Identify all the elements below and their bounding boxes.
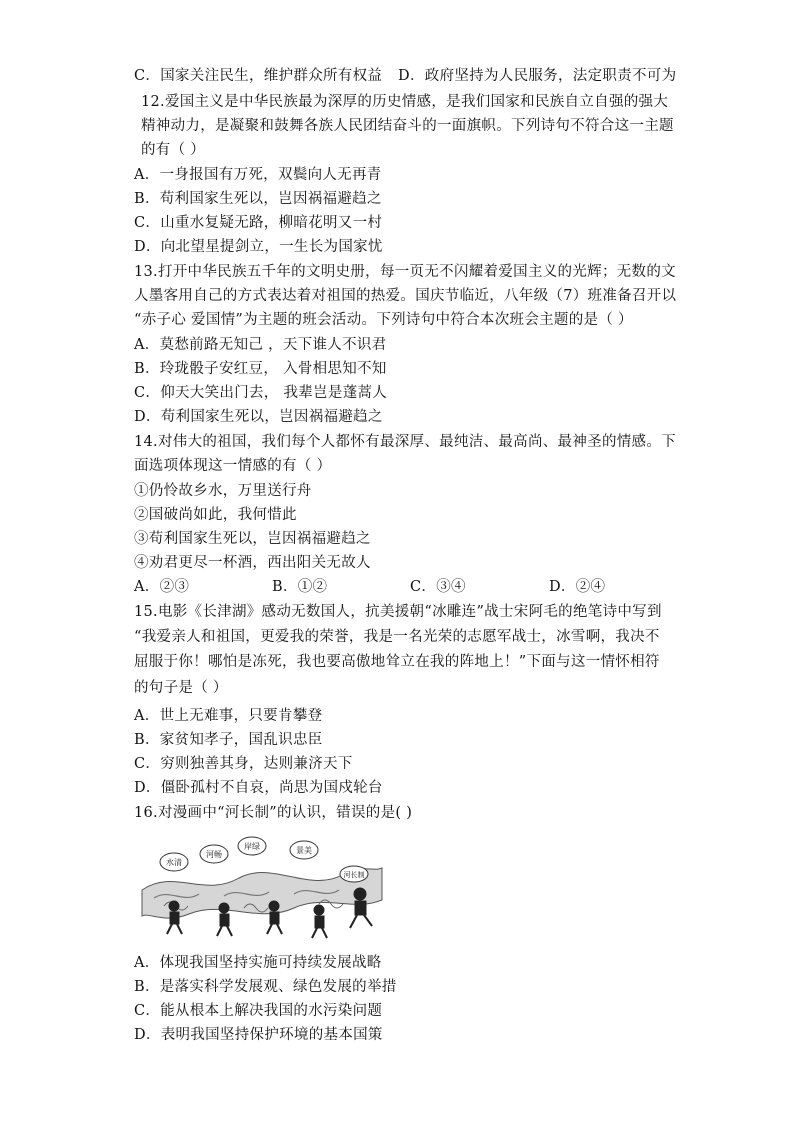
q12-stem-line-3: 的有（ ） — [141, 142, 206, 158]
bubble-label-river-chief: 河长制 — [343, 871, 365, 879]
q14-option-d[interactable]: D．②④ — [549, 579, 606, 595]
q14-option-a[interactable]: A．②③ — [134, 579, 190, 595]
q13-stem-line-2: 人墨客用自己的方式表达着对祖国的热爱。国庆节临近，八年级（7）班准备召开以 — [134, 288, 677, 304]
q14-item-4: ④劝君更尽一杯酒，西出阳关无故人 — [134, 555, 371, 571]
q12-option-d[interactable]: D．向北望星提剑立，一生长为国家忧 — [134, 239, 383, 255]
q12-stem-line-2: 精神动力，是凝聚和鼓舞各族人民团结奋斗的一面旗帜。下列诗句不符合这一主题 — [141, 118, 674, 134]
q14-item-3: ③苟利国家生死以，岂因祸福避趋之 — [134, 531, 371, 547]
q14-stem-line-2: 面选项体现这一情感的有（ ） — [134, 458, 332, 474]
q13-option-a[interactable]: A．莫愁前路无知己 ，天下谁人不识君 — [134, 337, 387, 353]
q12-option-a[interactable]: A．一身报国有万死，双鬓向人无再青 — [134, 167, 382, 183]
bubble-label-beautiful-scene: 景美 — [296, 846, 312, 855]
q12-option-c[interactable]: C．山重水复疑无路，柳暗花明又一村 — [134, 215, 383, 231]
q16-option-a[interactable]: A．体现我国坚持实施可持续发展战略 — [134, 955, 382, 971]
q15-option-d[interactable]: D．僵卧孤村不自哀，尚思为国戍轮台 — [134, 780, 383, 796]
q14-option-b[interactable]: B．①② — [272, 579, 328, 595]
q15-stem-line-2: “我爱亲人和祖国，更爱我的荣誉，我是一名光荣的志愿军战士，冰雪啊，我决不 — [134, 629, 660, 645]
q11-option-d[interactable]: D．政府坚持为人民服务，法定职责不可为 — [398, 68, 677, 84]
q15-option-a[interactable]: A．世上无难事，只要肯攀登 — [134, 708, 323, 724]
bubble-label-clear-water: 水清 — [166, 858, 182, 867]
q16-stem: 16.对漫画中“河长制”的认识，错误的是( ) — [134, 805, 413, 821]
q15-option-b[interactable]: B．家贫知孝子，国乱识忠臣 — [134, 732, 323, 748]
q13-option-b[interactable]: B．玲珑骰子安红豆， 入骨相思知不知 — [134, 361, 387, 377]
q11-option-c[interactable]: C．国家关注民生，维护群众所有权益 — [134, 68, 383, 84]
q13-stem-line-1: 13.打开中华民族五千年的文明史册，每一页无不闪耀着爱国主义的光辉；无数的文 — [134, 264, 676, 280]
q16-option-b[interactable]: B．是落实科学发展观、绿色发展的举措 — [134, 979, 397, 995]
q15-stem-line-4: 的句子是（ ） — [134, 680, 228, 696]
q11-options-row — [134, 66, 676, 86]
q16-option-c[interactable]: C．能从根本上解决我国的水污染问题 — [134, 1003, 383, 1019]
q14-item-1: ①仍怜故乡水，万里送行舟 — [134, 483, 312, 499]
q12-option-b[interactable]: B．苟利国家生死以，岂因祸福避趋之 — [134, 191, 382, 207]
q14-item-2: ②国破尚如此，我何惜此 — [134, 507, 297, 523]
q14-stem-line-1: 14.对伟大的祖国，我们每个人都怀有最深厚、最纯洁、最高尚、最神圣的情感。下 — [134, 434, 676, 450]
q13-option-d[interactable]: D．苟利国家生死以，岂因祸福避趋之 — [134, 409, 383, 425]
bubble-label-green-bank: 岸绿 — [244, 842, 260, 851]
river-chief-cartoon — [134, 828, 386, 940]
q15-option-c[interactable]: C．穷则独善其身，达则兼济天下 — [134, 756, 353, 772]
q15-stem-line-1: 15.电影《长津湖》感动无数国人，抗美援朝“冰雕连”战士宋阿毛的绝笔诗中写到 — [134, 604, 662, 620]
q15-stem-line-3: 屈服于你！哪怕是冻死，我也要高傲地耸立在我的阵地上！”下面与这一情怀相符 — [134, 654, 660, 670]
q16-option-d[interactable]: D．表明我国坚持保护环境的基本国策 — [134, 1027, 383, 1043]
q14-option-c[interactable]: C．③④ — [410, 579, 466, 595]
q12-stem-line-1: 12.爱国主义是中华民族最为深厚的历史情感，是我们国家和民族自立自强的强大 — [141, 94, 669, 110]
q13-stem-line-3: “赤子心 爱国情”为主题的班会活动。下列诗句中符合本次班会主题的是（ ） — [134, 312, 633, 328]
bubble-label-smooth-river: 河畅 — [206, 850, 222, 859]
q13-option-c[interactable]: C．仰天大笑出门去， 我辈岂是蓬蒿人 — [134, 385, 388, 401]
